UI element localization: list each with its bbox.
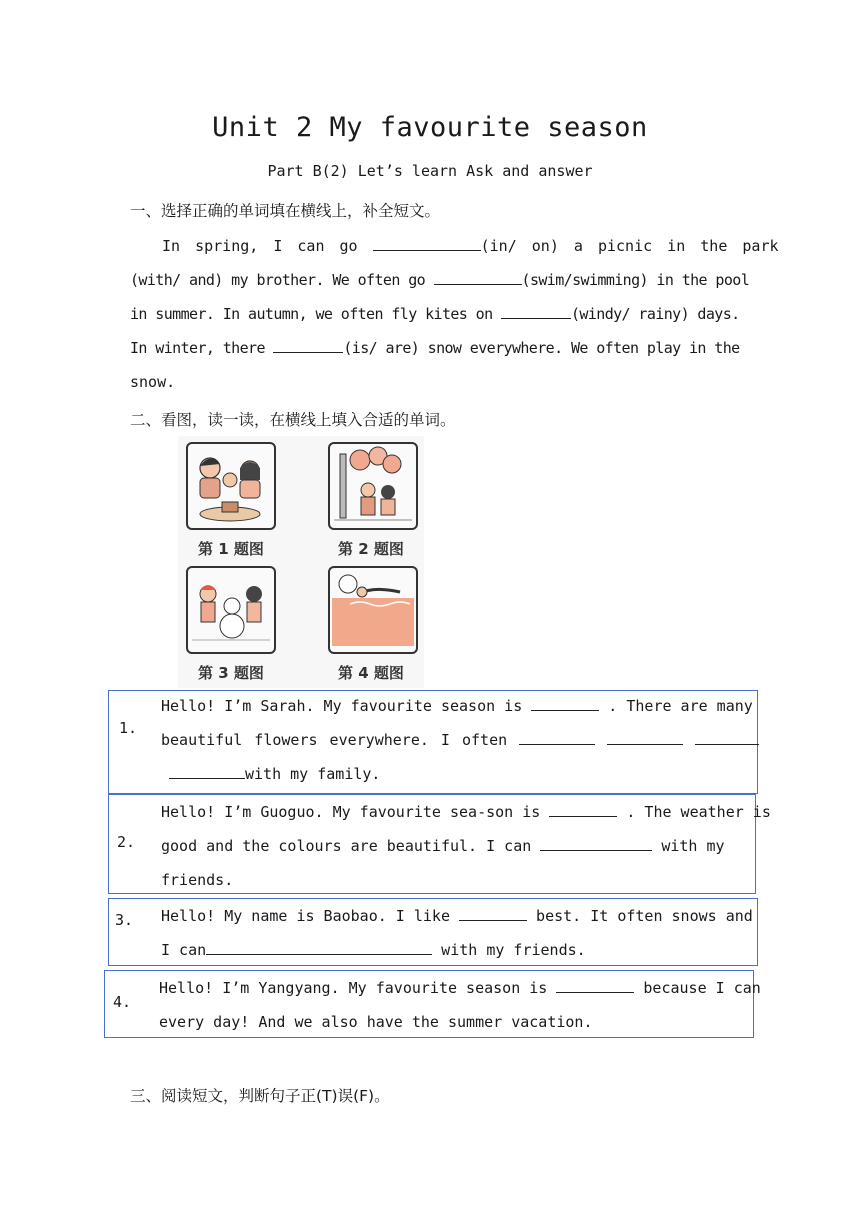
- answer-blank[interactable]: [459, 906, 527, 921]
- answer-blank[interactable]: [531, 696, 599, 711]
- question-number: 3.: [115, 911, 134, 929]
- question-line: Hello! My name is Baobao. I like best. It often snows and: [161, 907, 753, 925]
- picture-1-caption: 第 1 题图: [198, 540, 264, 558]
- answer-blank[interactable]: [434, 270, 522, 285]
- passage-line-1: In spring, I can go (in/ on) a picnic in the park: [162, 237, 779, 255]
- picture-4-summer: [328, 566, 418, 654]
- question-line: I can with my friends.: [161, 941, 586, 959]
- question-line: good and the colours are beautiful. I can with my: [161, 837, 725, 855]
- question-line: Hello! I’m Guoguo. My favourite sea-son is . The weather is: [161, 803, 771, 821]
- question-3-text: [161, 899, 753, 967]
- question-1-text: [161, 689, 753, 791]
- answer-blank[interactable]: [540, 836, 652, 851]
- passage-line-5: snow.: [130, 373, 176, 391]
- picture-2-autumn: [328, 442, 418, 530]
- picture-3-caption: 第 3 题图: [198, 664, 264, 682]
- picture-1-picnic: [186, 442, 276, 530]
- question-2-text: [161, 795, 771, 897]
- question-number: 4.: [113, 993, 132, 1011]
- answer-blank[interactable]: [695, 730, 759, 745]
- passage-line-2: (with/ and) my brother. We often go (swim/swimming) in the pool: [130, 271, 750, 289]
- section2-heading: 二、看图，读一读，在横线上填入合适的单词。: [130, 411, 456, 429]
- question-line: friends.: [161, 871, 234, 889]
- question-box-3: [108, 898, 758, 966]
- question-4-text: [159, 971, 761, 1039]
- question-line: every day! And we also have the summer vacation.: [159, 1013, 593, 1031]
- question-box-2: [108, 794, 771, 894]
- swimming-illustration: [330, 568, 416, 652]
- picture-grid: [178, 436, 424, 688]
- question-line: Hello! I’m Yangyang. My favourite season is because I can: [159, 979, 761, 997]
- picture-4-caption: 第 4 题图: [338, 664, 404, 682]
- snowman-illustration: [188, 568, 274, 652]
- answer-blank[interactable]: [556, 978, 634, 993]
- question-box-1: [108, 690, 758, 794]
- question-number: 1.: [119, 719, 138, 737]
- picnic-illustration: [188, 444, 274, 528]
- question-number: 2.: [117, 833, 136, 851]
- answer-blank[interactable]: [501, 304, 571, 319]
- autumn-illustration: [330, 444, 416, 528]
- page-title: Unit 2 My favourite season: [212, 112, 648, 143]
- answer-blank[interactable]: [273, 338, 343, 353]
- question-line: beautiful flowers everywhere. I often: [161, 723, 733, 757]
- passage-line-4: In winter, there (is/ are) snow everywhere. We often play in the: [130, 339, 740, 357]
- question-line: Hello! I’m Sarah. My favourite season is . There are many: [161, 697, 753, 715]
- question-box-4: [104, 970, 761, 1038]
- section3-heading: 三、阅读短文，判断句子正(T)误(F)。: [130, 1087, 390, 1105]
- question-line: with my family.: [161, 757, 733, 791]
- page-subtitle: Part B(2) Let’s learn Ask and answer: [267, 162, 593, 180]
- picture-3-winter: [186, 566, 276, 654]
- answer-blank[interactable]: [373, 236, 481, 251]
- answer-blank[interactable]: [607, 730, 683, 745]
- passage-line-3: in summer. In autumn, we often fly kites on (windy/ rainy) days.: [130, 305, 740, 323]
- section1-passage: [130, 229, 779, 399]
- answer-blank[interactable]: [169, 764, 245, 779]
- section1-heading: 一、选择正确的单词填在横线上，补全短文。: [130, 202, 441, 220]
- picture-2-caption: 第 2 题图: [338, 540, 404, 558]
- answer-blank[interactable]: [519, 730, 595, 745]
- answer-blank[interactable]: [549, 802, 617, 817]
- answer-blank[interactable]: [206, 940, 432, 955]
